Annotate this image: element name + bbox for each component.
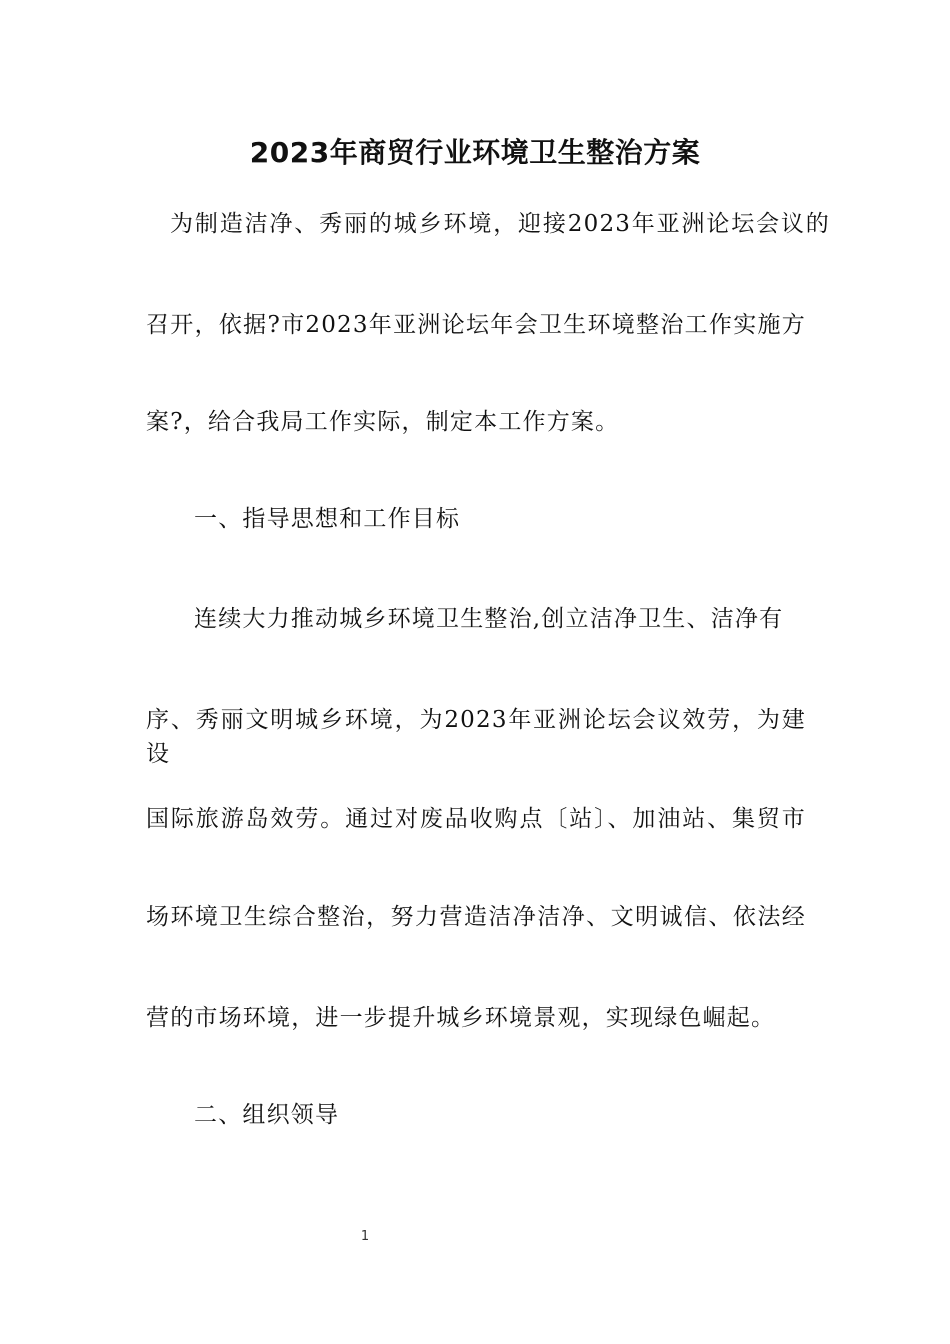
paragraph-line-7: 场环境卫生综合整治，努力营造洁净洁净、文明诚信、依法经: [146, 904, 806, 930]
page-number: 1: [360, 1229, 370, 1244]
paragraph-line-6: 国际旅游岛效劳。通过对废品收购点〔站〕、加油站、集贸市: [146, 806, 806, 832]
section-heading-2: 二、组织领导: [194, 1102, 340, 1128]
section-heading-1: 一、指导思想和工作目标: [194, 506, 461, 532]
paragraph-line-3: 案?，给合我局工作实际，制定本工作方案。: [146, 409, 620, 435]
paragraph-line-8: 营的市场环境，进一步提升城乡环境景观，实现绿色崛起。: [146, 1005, 776, 1031]
paragraph-line-2: 召开，依据?市2023年亚洲论坛年会卫生环境整治工作实施方: [146, 312, 806, 338]
paragraph-line-5: 序、秀丽文明城乡环境，为2023年亚洲论坛会议效劳，为建设: [146, 707, 806, 767]
paragraph-line-1: 为制造洁净、秀丽的城乡环境，迎接2023年亚洲论坛会议的: [170, 211, 830, 237]
paragraph-line-4: 连续大力推动城乡环境卫生整治,创立洁净卫生、洁净有: [194, 606, 784, 632]
document-title: 2023年商贸行业环境卫生整治方案: [249, 136, 701, 169]
